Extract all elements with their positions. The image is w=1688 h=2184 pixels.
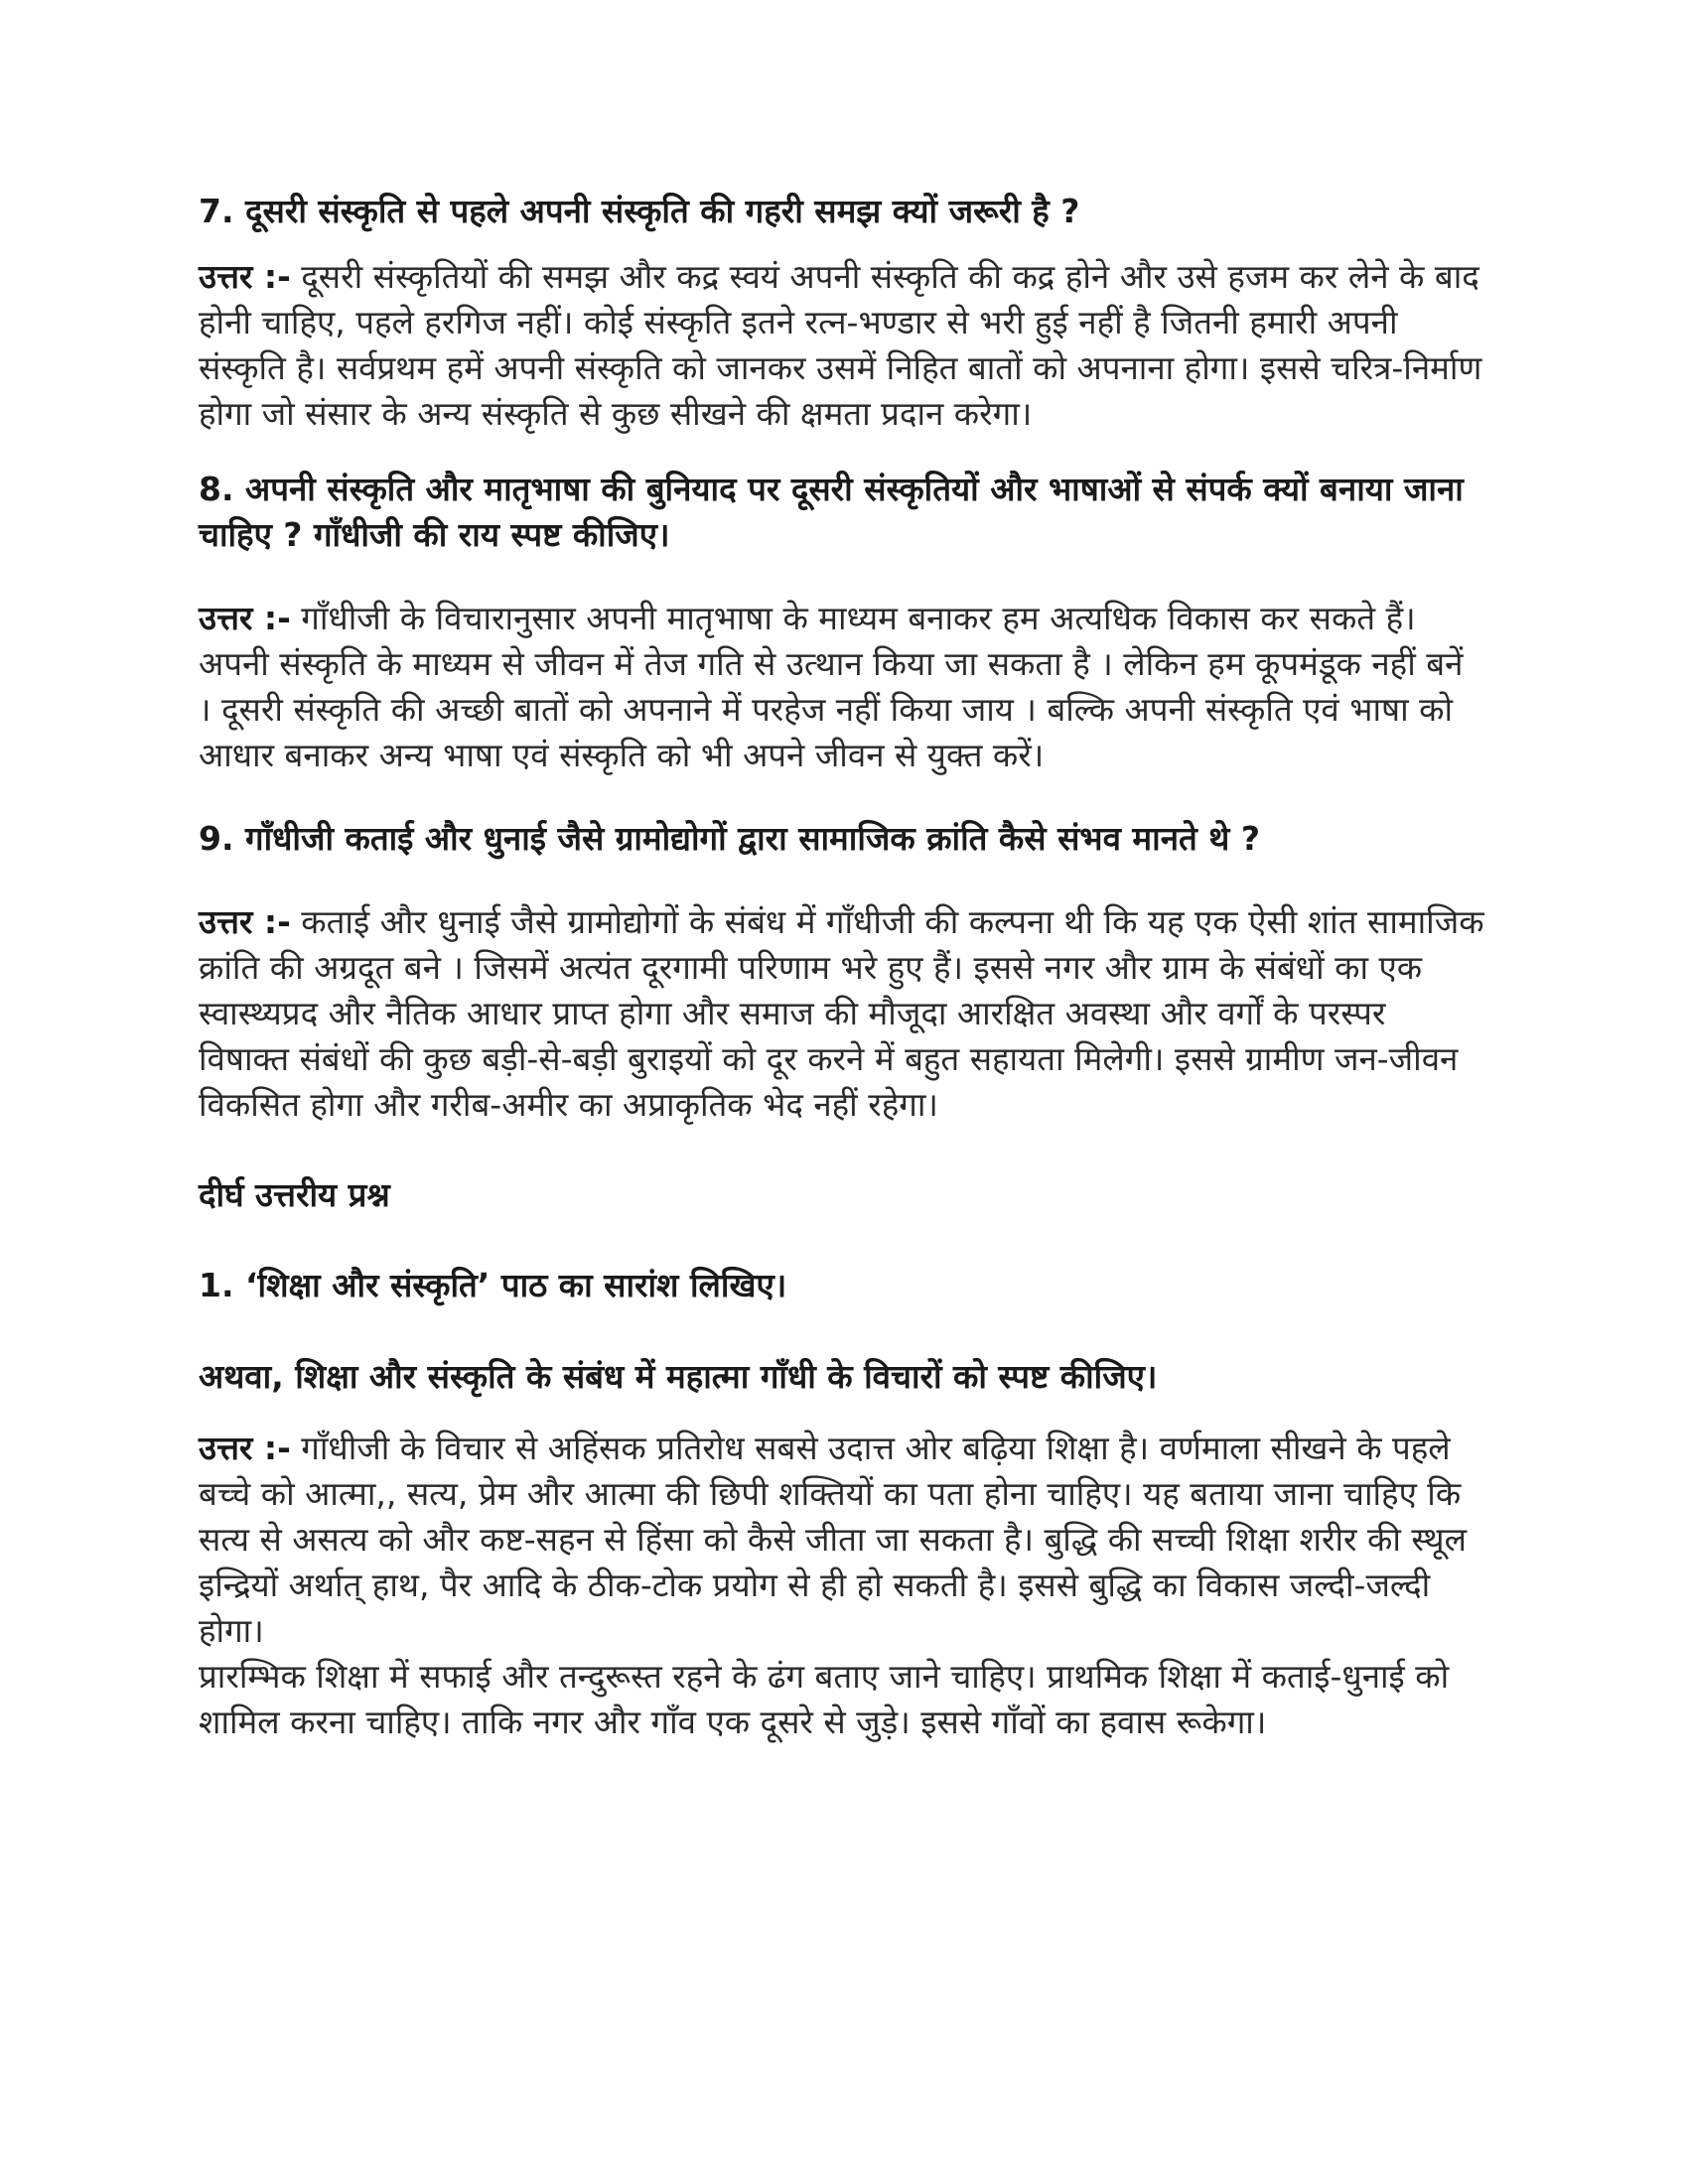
long-question-1-alt-heading: अथवा, शिक्षा और संस्कृति के संबंध में महात्मा गाँधी के विचारों को स्पष्ट कीजिए। — [199, 1357, 1158, 1396]
answer-7-label: उत्तर :- — [199, 257, 291, 296]
answer-7-paragraph — [199, 254, 1484, 437]
long-answer-1-text: गाँधीजी के विचार से अहिंसक प्रतिरोध सबसे उदात्त ओर बढ़िया शिक्षा है। वर्णमाला सीखने के पहले बच्चे को आत्मा,, सत्य, प्रेम और आत्मा की छिपी शक्तियों का पता होना चाहिए। यह बताया जाना चाहिए कि सत्य से असत्य को और कष्ट-सहन से हिंसा को कैसे जीता जा सकता है। बुद्धि की सच्ची शिक्षा शरीर की स्थूल इन्द्रियों अर्थात् हाथ, पैर आदि के ठीक-टोक प्रयोग से ही हो सकती है। इससे बुद्धि का विकास जल्दी-जल्दी होगा। — [199, 1429, 1468, 1650]
answer-9-text: कताई और धुनाई जैसे ग्रामोद्योगों के संबंध में गाँधीजी की कल्पना थी कि यह एक ऐसी शांत सामाजिक क्रांति की अग्रदूत बने । जिसमें अत्यंत दूरगामी परिणाम भरे हुए हैं। इससे नगर और ग्राम के संबंधों का एक स्वास्थ्यप्रद और नैतिक आधार प्राप्त होगा और समाज की मौजूदा आरक्षित अवस्था और वर्गों के परस्पर विषाक्त संबंधों की कुछ बड़ी-से-बड़ी बुराइयों को दूर करने में बहुत सहायता मिलेगी। इससे ग्रामीण जन-जीवन विकसित होगा और गरीब-अमीर का अप्राकृतिक भेद नहीं रहेगा। — [199, 902, 1484, 1124]
answer-8-label: उत्तर :- — [199, 599, 291, 637]
question-7-heading: 7. दूसरी संस्कृति से पहले अपनी संस्कृति की गहरी समझ क्यों जरूरी है ? — [199, 192, 1080, 230]
answer-8-paragraph — [199, 596, 1484, 778]
long-answer-1-paragraph — [199, 1426, 1484, 1654]
answer-8-text: गाँधीजी के विचारानुसार अपनी मातृभाषा के माध्यम बनाकर हम अत्यधिक विकास कर सकते हैं। अपनी संस्कृति के माध्यम से जीवन में तेज गति से उत्थान किया जा सकता है । लेकिन हम कूपमंडूक नहीं बनें । दूसरी संस्कृति की अच्छी बातों को अपनाने में परहेज नहीं किया जाय । बल्कि अपनी संस्कृति एवं भाषा को आधार बनाकर अन्य भाषा एवं संस्कृति को भी अपने जीवन से युक्त करें। — [199, 599, 1464, 774]
long-question-1-heading: 1. ‘शिक्षा और संस्कृति’ पाठ का सारांश लिखिए। — [199, 1266, 787, 1304]
answer-7-text: दूसरी संस्कृतियों की समझ और कद्र स्वयं अपनी संस्कृति की कद्र होने और उसे हजम कर लेने के बाद होनी चाहिए, पहले हरगिज नहीं। कोई संस्कृति इतने रत्न-भण्डार से भरी हुई नहीं है जितनी हमारी अपनी संस्कृति है। सर्वप्रथम हमें अपनी संस्कृति को जानकर उसमें निहित बातों को अपनाना होगा। इससे चरित्र-निर्माण होगा जो संसार के अन्य संस्कृति से कुछ सीखने की क्षमता प्रदान करेगा। — [199, 257, 1482, 433]
long-answer-1-label: उत्तर :- — [199, 1429, 291, 1467]
answer-9-paragraph — [199, 899, 1484, 1128]
question-8-heading: 8. अपनी संस्कृति और मातृभाषा की बुनियाद पर दूसरी संस्कृतियों और भाषाओं से संपर्क क्यों बनाया जाना चाहिए ? गाँधीजी की राय स्पष्ट कीजिए। — [199, 470, 1464, 554]
answer-9-label: उत्तर :- — [199, 902, 291, 941]
long-answer-section-heading: दीर्घ उत्तरीय प्रश्न — [199, 1175, 390, 1214]
question-9-heading: 9. गाँधीजी कताई और धुनाई जैसे ग्रामोद्योगों द्वारा सामाजिक क्रांति कैसे संभव मानते थे ? — [199, 819, 1261, 858]
long-answer-1-paragraph-2: प्रारम्भिक शिक्षा में सफाई और तन्दुरूस्त रहने के ढंग बताए जाने चाहिए। प्राथमिक शिक्षा में कताई-धुनाई को शामिल करना चाहिए। ताकि नगर और गाँव एक दूसरे से जुड़े। इससे गाँवों का हवास रूकेगा। — [199, 1657, 1450, 1741]
